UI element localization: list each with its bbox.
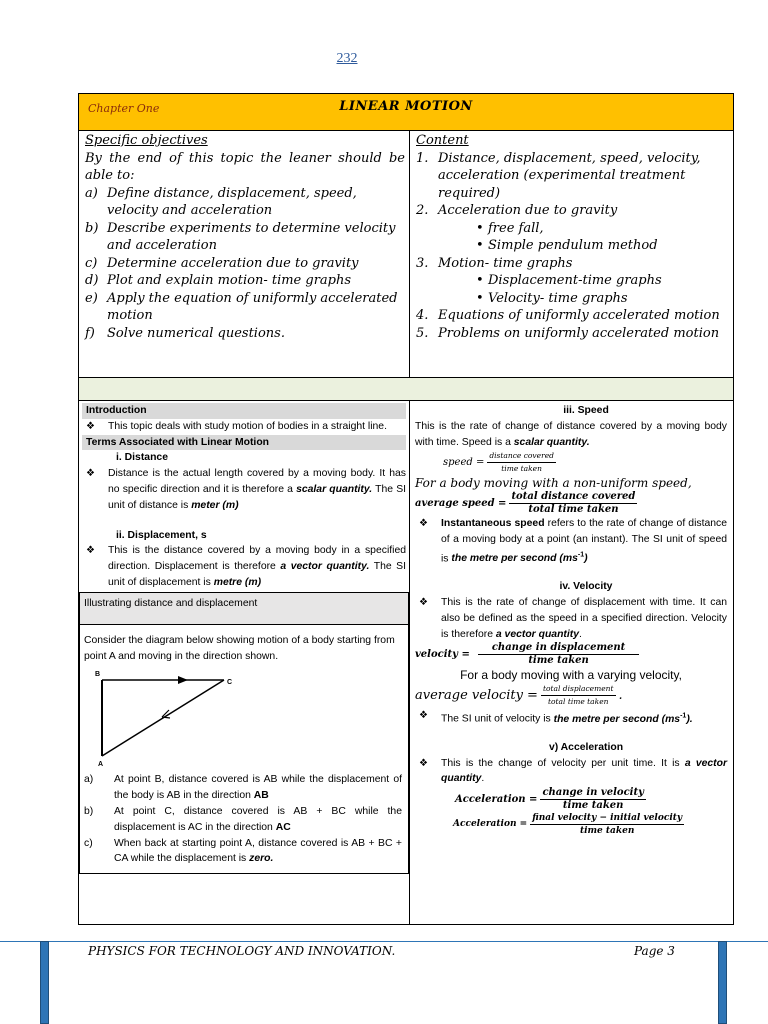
list-item: e) Apply the equation of uniformly accelerated motion: [85, 290, 398, 323]
objectives-list: [85, 185, 405, 343]
diamond-bullet-icon: ❖: [86, 545, 95, 557]
footer-rule: [0, 941, 768, 942]
objectives-heading: Specific objectives: [85, 133, 208, 148]
list-item: c) When back at starting point A, distance covered is AB + BC + CA while the displacement is zero.: [84, 837, 402, 865]
list-item: ❖ This is the change of velocity per unit time. It is a vector quantity.: [419, 757, 728, 785]
list-item: ❖ This topic deals with study motion of bodies in a straight line.: [82, 419, 406, 435]
point-b-label: B: [95, 671, 101, 679]
speed-heading: iii. Speed: [563, 405, 609, 416]
list-item: ❖ This is the distance covered by a moving body in a specified direction. Displacement is therefore a vector quantity. The SI unit of displacement is metre (m): [86, 545, 406, 588]
arrow-right-icon: [178, 676, 188, 684]
list-item: 2. Acceleration due to gravity: [416, 203, 618, 218]
content-heading: Content: [416, 133, 469, 148]
speed-definition: This is the rate of change of distance covered by a moving body with time. Speed is a scalar quantity.: [415, 420, 727, 448]
point-c-label: C: [227, 679, 233, 687]
content-cell: [410, 131, 733, 377]
velocity-heading: iv. Velocity: [559, 581, 613, 593]
diamond-bullet-icon: ❖: [419, 518, 428, 530]
illustration-box: [79, 592, 409, 874]
list-item: b) At point C, distance covered is AB + BC while the displacement is AC in the direction AC: [84, 805, 402, 833]
footer-title: PHYSICS FOR TECHNOLOGY AND INNOVATION.: [88, 944, 396, 958]
diamond-bullet-icon: ❖: [86, 468, 95, 480]
list-item: ❖ Distance is the actual length covered by a moving body. It has no specific direction and it is therefore a scalar quantity. The SI unit of distance is meter (m): [86, 468, 407, 511]
illustration-heading: Illustrating distance and displacement: [80, 593, 408, 625]
points-list: [80, 768, 408, 873]
topic-title: LINEAR MOTION: [339, 99, 473, 114]
list-item: 1. Distance, displacement, speed, velocity, acceleration (experimental treatment required): [416, 150, 701, 201]
list-item: 5. Problems on uniformly accelerated motion: [416, 325, 720, 341]
velocity-equation: velocity = $\frac{\text{change in displacement}}{\text{time taken}}$: [415, 642, 727, 667]
separator-band: [79, 377, 733, 401]
footer-page: Page 3: [634, 944, 675, 958]
introduction-heading: Introduction: [82, 403, 406, 419]
list-item: 3. Motion- time graphs: [416, 255, 573, 271]
lesson-table: [78, 93, 734, 925]
terms-heading: Terms Associated with Linear Motion: [82, 435, 406, 451]
nonuniform-note: For a body moving with a non-uniform speed,: [415, 476, 692, 491]
diamond-bullet-icon: ❖: [419, 710, 428, 722]
acceleration-heading: v) Acceleration: [548, 741, 624, 753]
notes-right-column: [410, 401, 733, 924]
list-item: b) Describe experiments to determine velocity and acceleration: [85, 220, 396, 253]
footer-left-bar: [40, 941, 49, 1024]
list-item: ❖ The SI unit of velocity is the metre per second $(ms^{-1})$.: [419, 710, 693, 725]
content-list: [416, 150, 729, 343]
list-item: 4. Equations of uniformly accelerated motion: [416, 308, 720, 323]
list-item: • Velocity- time graphs: [476, 290, 628, 306]
objectives-cell: [79, 131, 410, 377]
average-velocity-equation: average velocity = $\frac{\text{total displacement}}{\text{total time taken}}$ .: [415, 684, 623, 707]
diamond-bullet-icon: ❖: [86, 420, 95, 432]
displacement-heading: ii. Displacement, s: [116, 529, 207, 541]
page-number: 232: [336, 51, 358, 66]
objectives-intro: By the end of this topic the leaner should be able to:: [85, 150, 405, 183]
list-item: a) At point B, distance covered is AB while the displacement of the body is AB in the direction AB: [84, 774, 402, 802]
notes-left-column: [79, 401, 410, 924]
speed-equation: speed = $\frac{\text{distance covered}}{\text{time taken}}$: [443, 451, 554, 474]
acceleration-equation: Acceleration = $\frac{\text{change in velocity}}{\text{time taken}}$: [455, 787, 644, 812]
point-a-label: A: [98, 761, 104, 769]
footer-right-bar: [718, 941, 727, 1024]
acceleration-formula: Acceleration = $\frac{\text{final velocity − initial velocity}}{\text{time taken}}$: [453, 813, 683, 837]
list-item: ❖ This is the rate of change of displacement with time. It can also be defined as the speed in a specified direction. Velocity is therefore a vector quantity.: [419, 597, 727, 640]
list-item: ❖ Instantaneous speed refers to the rate of change of distance of a moving body at a point (an instant). The SI unit of speed is the metre per second $(ms^{-1})$: [419, 518, 727, 565]
distance-heading: i. Distance: [116, 452, 168, 464]
list-item: a) Define distance, displacement, speed, velocity and acceleration: [85, 185, 357, 218]
chapter-label: Chapter One: [88, 102, 160, 115]
list-item: • Simple pendulum method: [476, 238, 658, 253]
list-item: c) Determine acceleration due to gravity: [85, 255, 359, 271]
average-speed-equation: average speed = $\frac{\text{total distance covered}}{\text{total time taken}}$: [415, 491, 636, 516]
illustration-text: Consider the diagram below showing motion of a body starting from point A and moving in the direction shown.: [84, 634, 395, 662]
diamond-bullet-icon: ❖: [419, 757, 428, 769]
triangle-diagram: [90, 666, 260, 768]
list-item: d) Plot and explain motion- time graphs: [85, 273, 352, 288]
list-item: • Displacement-time graphs: [476, 273, 662, 288]
varying-note: For a body moving with a varying velocity,: [460, 668, 682, 683]
chapter-header: [79, 94, 733, 131]
list-item: • free fall,: [476, 220, 544, 236]
diamond-bullet-icon: ❖: [419, 597, 428, 609]
list-item: f) Solve numerical questions.: [85, 325, 285, 341]
